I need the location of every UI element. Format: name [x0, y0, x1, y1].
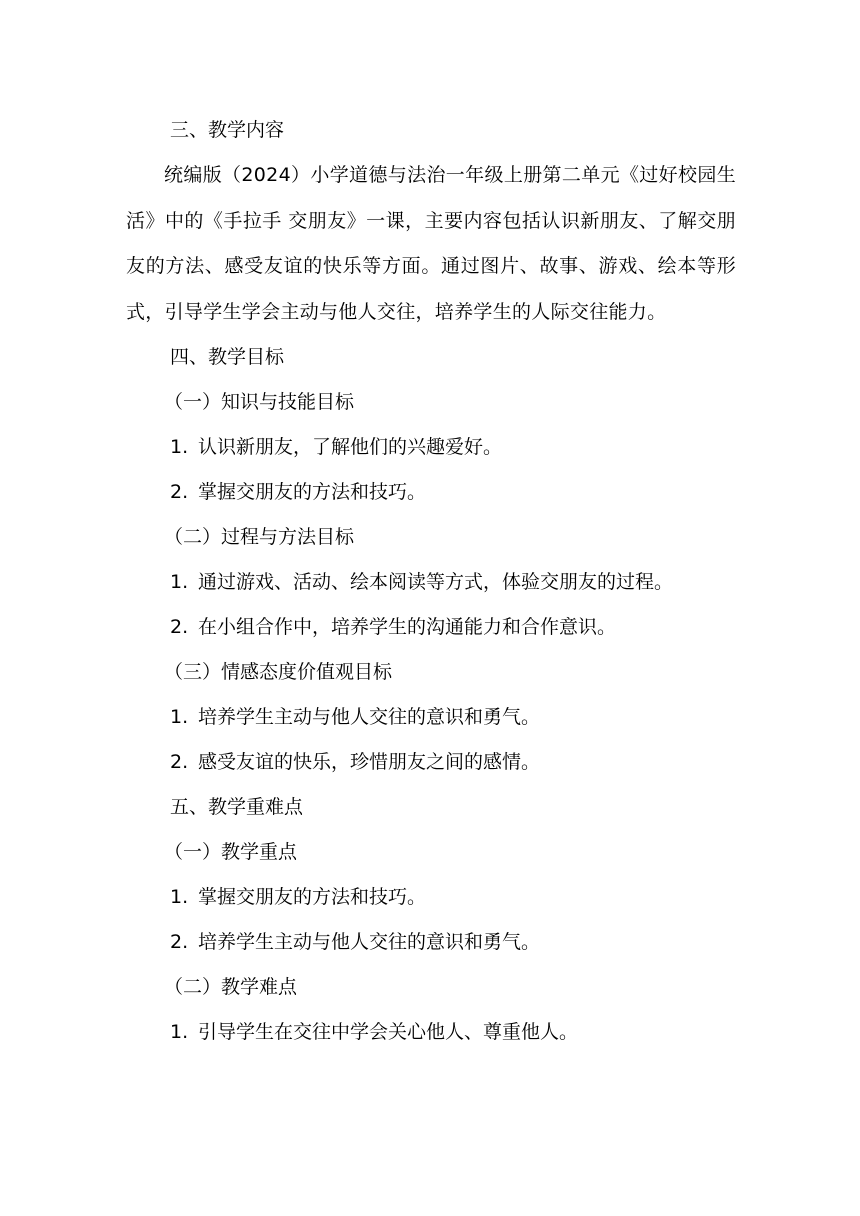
list-item-number: 1.	[170, 706, 189, 728]
list-item	[126, 920, 736, 965]
list-item-text: 感受友谊的快乐，珍惜朋友之间的感情。	[198, 751, 541, 773]
section-heading-key-difficulties: 五、教学重难点	[170, 796, 304, 818]
key-group-title: （一）教学重点	[164, 841, 298, 863]
list-item-text: 引导学生在交往中学会关心他人、尊重他人。	[198, 1021, 579, 1043]
section-heading-teaching-goals: 四、教学目标	[170, 346, 285, 368]
goal-group-title: （三）情感态度价值观目标	[164, 661, 393, 683]
list-item-text: 认识新朋友，了解他们的兴趣爱好。	[198, 436, 503, 458]
list-item	[126, 1010, 736, 1055]
list-item-number: 1.	[170, 1021, 189, 1043]
list-item-text: 培养学生主动与他人交往的意识和勇气。	[198, 931, 541, 953]
list-item-number: 1.	[170, 571, 189, 593]
list-item-text: 在小组合作中，培养学生的沟通能力和合作意识。	[198, 616, 617, 638]
document-content	[126, 108, 736, 1055]
list-item	[126, 560, 736, 605]
list-item-text: 通过游戏、活动、绘本阅读等方式，体验交朋友的过程。	[198, 571, 674, 593]
list-item	[126, 425, 736, 470]
list-item-number: 2.	[170, 616, 189, 638]
list-item	[126, 740, 736, 785]
list-item-text: 掌握交朋友的方法和技巧。	[198, 481, 427, 503]
list-item	[126, 875, 736, 920]
list-item-text: 培养学生主动与他人交往的意识和勇气。	[198, 706, 541, 728]
goal-group-title: （一）知识与技能目标	[164, 391, 355, 413]
goal-group-title: （二）过程与方法目标	[164, 526, 355, 548]
list-item-text: 掌握交朋友的方法和技巧。	[198, 886, 427, 908]
list-item-number: 2.	[170, 751, 189, 773]
list-item	[126, 605, 736, 650]
key-group-title: （二）教学难点	[164, 976, 298, 998]
teaching-content-paragraph: 统编版（2024）小学道德与法治一年级上册第二单元《过好校园生活》中的《手拉手 交朋友》一课，主要内容包括认识新朋友、了解交朋友的方法、感受友谊的快乐等方面。通过图片、故事、游戏、绘本等形式，引导学生学会主动与他人交往，培养学生的人际交往能力。	[126, 164, 736, 323]
list-item-number: 2.	[170, 481, 189, 503]
list-item-number: 1.	[170, 886, 189, 908]
list-item	[126, 695, 736, 740]
list-item-number: 2.	[170, 931, 189, 953]
section-heading-teaching-content: 三、教学内容	[170, 119, 285, 141]
list-item-number: 1.	[170, 436, 189, 458]
list-item	[126, 470, 736, 515]
